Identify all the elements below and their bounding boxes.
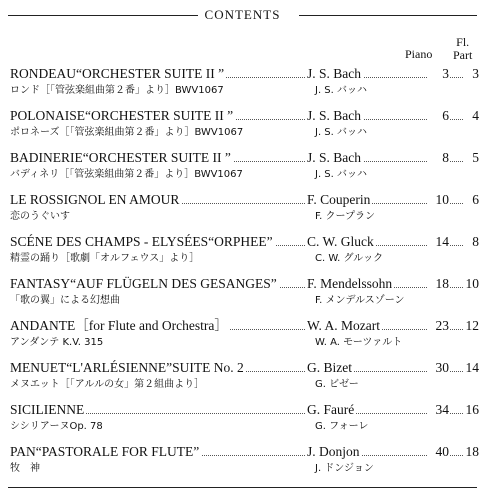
- part-page: 8: [463, 233, 479, 251]
- entry-japanese-composer: J. S. バッハ: [315, 127, 368, 138]
- entry-japanese-title: アンダンテ K.V. 315: [10, 337, 104, 348]
- entry-composer: J. S. Bach: [307, 66, 361, 81]
- toc-entry-andante[interactable]: [10, 317, 479, 353]
- entry-japanese-title: バディネリ［「管弦楽組曲第２番」より］BWV1067: [10, 169, 243, 180]
- entry-japanese-title: 精霊の踊り［歌劇「オルフェウス」より］: [10, 253, 200, 264]
- entry-japanese-composer: J. ドンジョン: [315, 463, 374, 474]
- toc-entry-menuet[interactable]: [10, 359, 479, 395]
- page-title: CONTENTS: [204, 7, 281, 22]
- part-header-line1: Fl.: [456, 35, 470, 49]
- entry-composer: C. W. Gluck: [307, 234, 374, 249]
- entry-composer: G. Bizet: [307, 360, 352, 375]
- entry-composer: J. S. Bach: [307, 150, 361, 165]
- piano-page: 40: [427, 443, 449, 461]
- toc-entry-rondeau[interactable]: [10, 65, 479, 101]
- toc-entry-le-rossignol[interactable]: [10, 191, 479, 227]
- entry-japanese-title: メヌエット［「アルルの女」第２組曲より］: [10, 379, 205, 390]
- entry-japanese-title: 「歌の翼」による幻想曲: [10, 295, 120, 306]
- part-header-line2: Part: [453, 48, 473, 62]
- toc-entry-polonaise[interactable]: [10, 107, 479, 143]
- part-page: 5: [463, 149, 479, 167]
- entry-title: FANTASY“AUF FLÜGELN DES GESANGES”: [10, 276, 277, 291]
- entry-title: SCÉNE DES CHAMPS - ELYSÉES“ORPHEE”: [10, 234, 273, 249]
- part-column-header: [453, 36, 472, 62]
- header-rule-right: [299, 15, 477, 16]
- toc-entry-sicilienne[interactable]: [10, 401, 479, 437]
- entry-composer: G. Fauré: [307, 402, 355, 417]
- entry-japanese-composer: G. フォーレ: [315, 421, 369, 432]
- part-page: 12: [463, 317, 479, 335]
- entry-composer: J. Donjon: [307, 444, 360, 459]
- piano-page: 23: [427, 317, 449, 335]
- toc-entry-scene-des-champs[interactable]: [10, 233, 479, 269]
- piano-page: 18: [427, 275, 449, 293]
- entry-japanese-composer: W. A. モーツァルト: [315, 337, 403, 348]
- entry-japanese-title: 牧 神: [10, 463, 40, 474]
- piano-page: 6: [427, 107, 449, 125]
- entry-title: RONDEAU“ORCHESTER SUITE II ”: [10, 66, 225, 81]
- entry-title: POLONAISE“ORCHESTER SUITE II ”: [10, 108, 234, 123]
- part-page: 14: [463, 359, 479, 377]
- toc-entry-fantasy[interactable]: [10, 275, 479, 311]
- toc-entry-badinerie[interactable]: [10, 149, 479, 185]
- entry-composer: F. Couperin: [307, 192, 371, 207]
- entry-japanese-title: ロンド［「管弦楽組曲第２番」より］BWV1067: [10, 85, 224, 96]
- piano-page: 8: [427, 149, 449, 167]
- piano-page: 3: [427, 65, 449, 83]
- piano-column-header: Piano: [405, 47, 433, 61]
- entry-composer: F. Mendelssohn: [307, 276, 393, 291]
- piano-page: 30: [427, 359, 449, 377]
- part-page: 10: [463, 275, 479, 293]
- entry-japanese-title: ポロネーズ［「管弦楽組曲第２番」より］BWV1067: [10, 127, 244, 138]
- entry-japanese-composer: G. ビゼー: [315, 379, 359, 390]
- part-page: 4: [463, 107, 479, 125]
- part-page: 18: [463, 443, 479, 461]
- piano-page: 14: [427, 233, 449, 251]
- entry-title: SICILIENNE: [10, 402, 85, 417]
- entry-japanese-composer: J. S. バッハ: [315, 169, 368, 180]
- entry-title: MENUET“L'ARLÉSIENNE”SUITE No. 2: [10, 360, 244, 375]
- entry-japanese-title: 恋のうぐいす: [10, 211, 70, 222]
- piano-page: 34: [427, 401, 449, 419]
- entry-japanese-composer: J. S. バッハ: [315, 85, 368, 96]
- bottom-rule: [8, 487, 477, 488]
- entry-title: ANDANTE［for Flute and Orchestra］: [10, 318, 228, 333]
- part-page: 6: [463, 191, 479, 209]
- entry-japanese-composer: F. クープラン: [315, 211, 376, 222]
- entry-title: BADINERIE“ORCHESTER SUITE II ”: [10, 150, 231, 165]
- entry-title: LE ROSSIGNOL EN AMOUR: [10, 192, 180, 207]
- entry-composer: J. S. Bach: [307, 108, 361, 123]
- entry-japanese-composer: F. メンデルスゾーン: [315, 295, 405, 306]
- entry-japanese-title: シシリアーヌOp. 78: [10, 421, 103, 432]
- entry-composer: W. A. Mozart: [307, 318, 380, 333]
- toc-entry-pan[interactable]: [10, 443, 479, 479]
- entry-title: PAN“PASTORALE FOR FLUTE”: [10, 444, 200, 459]
- piano-page: 10: [427, 191, 449, 209]
- part-page: 16: [463, 401, 479, 419]
- part-page: 3: [463, 65, 479, 83]
- contents-header: [8, 8, 477, 22]
- entry-japanese-composer: C. W. グルック: [315, 253, 384, 264]
